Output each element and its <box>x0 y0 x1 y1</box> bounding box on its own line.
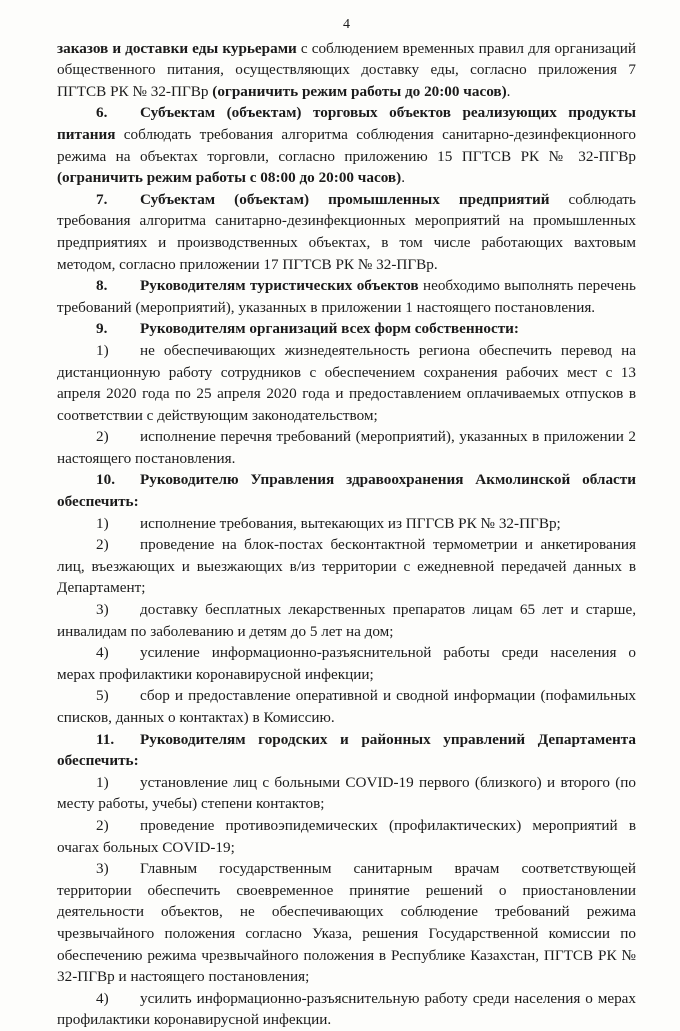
item-number: 4) <box>96 989 109 1007</box>
list-item <box>57 642 636 685</box>
list-item <box>57 988 636 1031</box>
section-heading: Руководителям городских и районных управлений Департамента обеспечить: <box>57 730 636 770</box>
paragraph-text: с соблюдением временных правил для организаций общественного питания, осуществляющих доставку еды, согласно приложения 7 ПГТСВ РК № 32-ПГВр <box>57 39 636 100</box>
section-6 <box>57 102 636 188</box>
item-text: исполнение перечня требований (мероприятий), указанных в приложении 2 настоящего постановления. <box>57 428 636 467</box>
item-text: исполнение требования, вытекающих из ПГГСВ РК № 32-ПГВр; <box>140 514 561 532</box>
list-item <box>57 858 636 988</box>
section-heading: Руководителям организаций всех форм собственности: <box>140 320 519 338</box>
item-text: усилить информационно-разъяснительную работу среди населения о мерах профилактики коронавирусной инфекции. <box>57 989 636 1029</box>
list-item <box>57 426 636 469</box>
item-number: 4) <box>96 644 109 662</box>
item-number: 5) <box>96 687 109 705</box>
item-number: 3) <box>96 860 109 878</box>
punctuation: . <box>506 82 511 100</box>
item-number: 1) <box>96 773 109 791</box>
section-8 <box>57 275 636 318</box>
item-text: Главным государственным санитарным врачам соответствующей территории обеспечить своевременное принятие решений о приостановлении деятельности объектов, не обеспечивающих соблюдение требований режима чрезвычайного положения согласно Указа, решения Государственной комиссии по обеспечению режима чрезвычайного положения в Республике Казахстан, ПГТСВ РК № 32-ПГВр и настоящего постановления; <box>57 860 636 986</box>
section-number: 6. <box>96 104 108 122</box>
section-text: соблюдать требования алгоритма соблюдения санитарно-дезинфекционного режима на объектах торговли, согласно приложению 15 ПГТСВ РК № 32-ПГВр <box>57 125 636 165</box>
section-text: соблюдать требования алгоритма санитарно-дезинфекционных мероприятий на промышленных предприятиях и производственных объектах, в том числе работающих вахтовым методом, согласно приложении 17 ПГТСВ РК № 32-ПГВр. <box>57 190 636 273</box>
list-item <box>57 534 636 599</box>
item-text: доставку бесплатных лекарственных препаратов лицам 65 лет и старше, инвалидам по заболеванию и детям до 5 лет на дом; <box>57 601 636 640</box>
section-heading: Руководителю Управления здравоохранения Акмолинской области обеспечить: <box>57 471 636 511</box>
section-number: 11. <box>96 730 115 748</box>
bold-phrase: (ограничить режим работы до 20:00 часов) <box>212 82 507 100</box>
item-number: 1) <box>96 341 109 359</box>
list-item <box>57 513 636 535</box>
section-heading: Руководителям туристических объектов <box>140 277 419 295</box>
item-text: проведение противоэпидемических (профилактических) мероприятий в очагах больных COVID-19; <box>57 816 636 856</box>
bold-phrase: заказов и доставки еды курьерами <box>57 39 297 57</box>
bold-phrase: (ограничить режим работы с 08:00 до 20:00 часов) <box>57 169 402 187</box>
paragraph-continuation <box>57 38 636 103</box>
list-item <box>57 772 636 815</box>
section-9 <box>57 318 636 340</box>
section-text: необходимо выполнять перечень требований (мероприятий), указанных в приложении 1 настоящего постановления. <box>57 277 636 316</box>
item-text: сбор и предоставление оперативной и сводной информации (пофамильных списков, данных о контактах) в Комиссию. <box>57 687 636 726</box>
item-number: 2) <box>96 536 109 554</box>
list-item <box>57 815 636 858</box>
section-number: 8. <box>96 277 108 295</box>
section-11 <box>57 729 636 772</box>
item-text: усиление информационно-разъяснительной работы среди населения о мерах профилактики коронавирусной инфекции; <box>57 644 636 683</box>
item-number: 2) <box>96 428 109 446</box>
item-number: 1) <box>96 514 109 532</box>
section-heading: Субъектам (объектам) промышленных предприятий <box>140 190 550 208</box>
item-text: не обеспечивающих жизнедеятельность региона обеспечить перевод на дистанционную работу сотрудников с обеспечением сохранения рабочих мест с 13 апреля 2020 года по 25 апреля 2020 года и предоставлением оплачиваемых отпусков в соответствии с действующим законодательством; <box>57 341 636 424</box>
section-7 <box>57 189 636 275</box>
section-10 <box>57 469 636 512</box>
punctuation: . <box>401 169 405 187</box>
section-number: 9. <box>96 320 108 338</box>
page-number: 4 <box>343 17 350 32</box>
section-number: 10. <box>96 471 115 489</box>
section-number: 7. <box>96 190 108 208</box>
section-heading: Субъектам (объектам) торговых объектов реализующих продукты питания <box>57 104 636 143</box>
list-item <box>57 599 636 642</box>
item-number: 2) <box>96 816 109 834</box>
item-text: проведение на блок-постах бесконтактной термометрии и анкетирования лиц, въезжающих и выезжающих в/из территории с ежедневной передачей данных в Департамент; <box>57 536 636 597</box>
item-number: 3) <box>96 601 109 619</box>
list-item <box>57 340 636 426</box>
item-text: установление лиц с больными COVID-19 первого (близкого) и второго (по месту работы, учебы) степени контактов; <box>57 773 636 813</box>
list-item <box>57 685 636 728</box>
